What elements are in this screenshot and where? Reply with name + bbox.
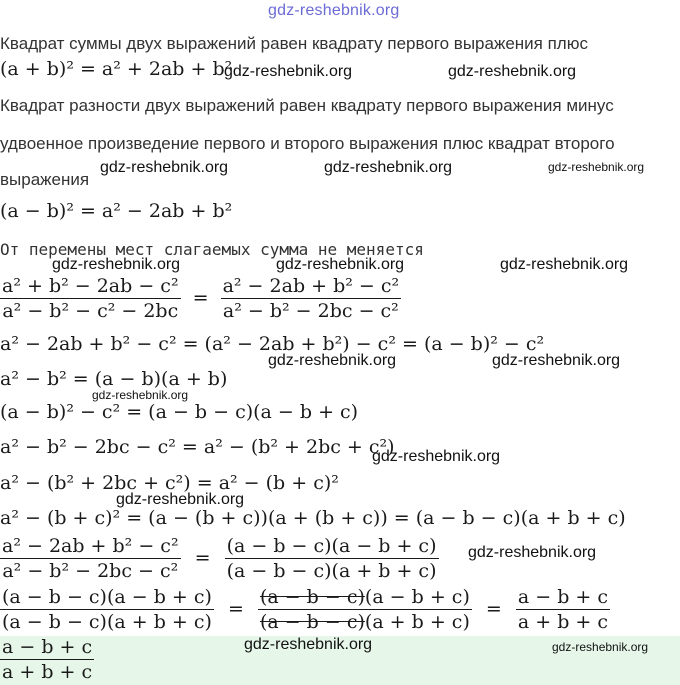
fraction-cancelled [258,586,472,633]
cancelled-factor: (a − b − c) [259,611,365,633]
cancelled-factor: (a − b − c) [259,586,365,608]
numerator: a² − 2ab + b² − c² [2,535,179,557]
numerator: a² + b² − 2ab − c² [2,275,179,297]
numerator [258,586,472,610]
watermark: gdz-reshebnik.org [492,352,621,369]
commutative-text: От перемены мест слагаемых сумма не меняется [0,240,424,259]
denominator [258,610,472,633]
rule-diff-text-2: удвоенное произведение первого и второго выражения плюс квадрат второго [0,134,615,153]
sum-square-formula: (a + b)² = a² + 2ab + b² [0,58,233,80]
watermark: gdz-reshebnik.org [224,63,353,80]
watermark: gdz-reshebnik.org [468,544,597,561]
denominator: (a − b − c)(a + b + c) [2,611,212,633]
fraction [0,586,214,633]
numerator: (a − b − c)(a − b + c) [226,535,437,557]
identity-line-a: a² − 2ab + b² − c² = (a² − 2ab + b²) − c² = (a − b)² − c² [0,333,545,355]
identity-line-f: a² − (b + c)² = (a − (b + c))(a + (b + c)) = (a − b − c)(a + b + c) [0,507,626,529]
denominator: a² − b² − 2bc − c² [2,560,179,582]
watermark: gdz-reshebnik.org [448,63,577,80]
equals-sign: = [485,597,502,620]
watermark: gdz-reshebnik.org [92,388,189,402]
watermark: gdz-reshebnik.org [500,256,629,273]
fraction-equation-2 [0,535,439,582]
fraction [516,586,610,633]
numerator: (a − b − c)(a − b + c) [2,586,212,608]
equals-sign: = [192,286,209,309]
denominator: (a − b − c)(a + b + c) [226,560,437,582]
numerator: a² − 2ab + b² − c² [222,275,400,297]
diff-square-formula: (a − b)² = a² − 2ab + b² [0,200,233,222]
denominator: a² − b² − c² − 2bc [2,300,179,322]
denominator: a + b + c [517,611,609,633]
identity-line-e: a² − (b² + 2bc + c²) = a² − (b + c)² [0,472,339,494]
identity-line-c: (a − b)² − c² = (a − b − c)(a − b + c) [0,401,359,423]
watermark: gdz-reshebnik.org [100,159,229,176]
identity-line-b: a² − b² = (a − b)(a + b) [0,368,228,390]
watermark: gdz-reshebnik.org [552,640,649,654]
fraction [221,275,402,322]
watermark: gdz-reshebnik.org [116,491,245,508]
fraction [0,636,94,683]
equals-sign: = [194,546,211,569]
denominator: a + b + c [2,661,93,683]
fraction [0,275,181,322]
rule-diff-text-3: выражения [0,170,90,189]
watermark: gdz-reshebnik.org [548,160,645,174]
answer-fraction [0,636,94,683]
numerator: a − b + c [2,636,93,658]
numerator: a − b + c [517,586,609,608]
fraction-equation-3 [0,586,610,633]
rule-sum-text: Квадрат суммы двух выражений равен квадрату первого выражения плюс [0,34,588,53]
watermark: gdz-reshebnik.org [276,256,405,273]
watermark: gdz-reshebnik.org [244,636,373,653]
watermark: gdz-reshebnik.org [324,159,453,176]
fraction-equation-1 [0,275,401,322]
rule-diff-text-1: Квадрат разности двух выражений равен квадрату первого выражения минус [0,96,614,115]
watermark: gdz-reshebnik.org [372,448,501,465]
watermark: gdz-reshebnik.org [52,256,181,273]
watermark: gdz-reshebnik.org [268,352,397,369]
identity-line-d: a² − b² − 2bc − c² = a² − (b² + 2bc + c²) [0,436,395,458]
remaining-factor: (a − b + c) [364,586,470,608]
denominator: a² − b² − 2bc − c² [222,300,399,322]
site-header-link[interactable]: gdz-reshebnik.org [268,2,400,19]
equals-sign: = [227,597,244,620]
remaining-factor: (a + b + c) [364,611,470,633]
fraction [225,535,439,582]
fraction [0,535,181,582]
